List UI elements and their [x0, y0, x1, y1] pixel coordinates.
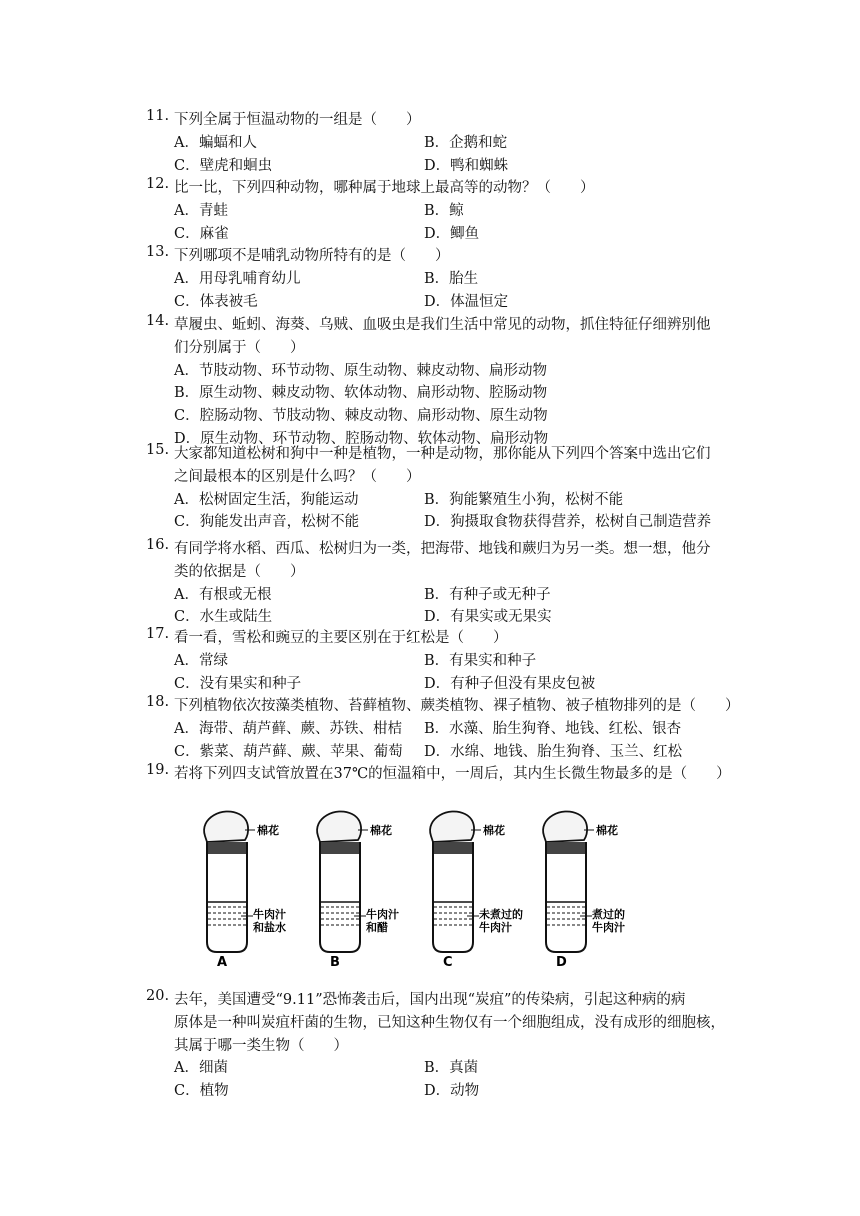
answer-option[interactable]: C．植物 — [174, 1083, 229, 1100]
answer-option[interactable]: B．企鹅和蛇 — [424, 134, 508, 151]
question-number: 17. — [146, 626, 170, 642]
question-stem: 若将下列四支试管放置在37℃的恒温箱中，一周后，其内生长微生物最多的是（ ） — [174, 766, 731, 782]
test-tube-b — [317, 811, 399, 966]
tube-letter: D — [556, 955, 567, 966]
question-number: 18. — [146, 694, 170, 710]
cotton-shadow — [433, 842, 473, 854]
answer-option[interactable]: C．狗能发出声音，松树不能 — [174, 514, 360, 531]
answer-option[interactable]: B．真菌 — [424, 1060, 479, 1077]
question-number: 13. — [146, 244, 170, 260]
answer-option[interactable]: D．体温恒定 — [424, 293, 509, 310]
answer-option[interactable]: C．麻雀 — [174, 225, 229, 242]
question-stem: 之间最根本的区别是什么吗？（ ） — [174, 468, 421, 485]
answer-option[interactable]: D．动物 — [424, 1083, 480, 1100]
answer-option[interactable]: A．蝙蝠和人 — [174, 134, 257, 151]
answer-option[interactable]: C．没有果实和种子 — [174, 675, 302, 692]
question-stem: 看一看，雪松和豌豆的主要区别在于红松是（ ） — [174, 630, 508, 646]
cotton-plug-icon — [204, 811, 248, 842]
tube-outline — [546, 842, 586, 952]
answer-option[interactable]: D．原生动物、环节动物、腔肠动物、软体动物、扁形动物 — [174, 431, 549, 447]
answer-option[interactable]: D．狗摄取食物获得营养，松树自己制造营养 — [424, 514, 712, 531]
answer-option[interactable]: A．有根或无根 — [174, 586, 272, 603]
answer-option[interactable]: B．原生动物、棘皮动物、软体动物、扁形动物、腔肠动物 — [174, 385, 548, 402]
answer-option[interactable]: C．腔肠动物、节肢动物、棘皮动物、扁形动物、原生动物 — [174, 408, 548, 425]
answer-option[interactable]: C．体表被毛 — [174, 293, 258, 310]
question-number: 19. — [146, 762, 170, 778]
tube-letter: A — [217, 955, 228, 966]
test-tube-c — [430, 811, 523, 966]
content-label: 牛肉汁 — [479, 921, 512, 934]
question-stem: 类的依据是（ ） — [174, 563, 305, 580]
test-tube-a — [204, 811, 286, 966]
answer-option[interactable]: B．胎生 — [424, 270, 479, 287]
test-tube-figure — [185, 806, 645, 966]
question-number: 11. — [146, 108, 170, 124]
answer-option[interactable]: B．有果实和种子 — [424, 652, 537, 669]
answer-option[interactable]: C．水生或陆生 — [174, 609, 273, 626]
answer-option[interactable]: D．有果实或无果实 — [424, 609, 552, 626]
tube-outline — [320, 842, 360, 952]
answer-option[interactable]: A．海带、葫芦藓、蕨、苏铁、柑桔 — [174, 720, 402, 737]
content-label: 牛肉汁 — [253, 908, 286, 921]
cotton-shadow — [207, 842, 247, 854]
cotton-label: 棉花 — [596, 824, 618, 837]
answer-option[interactable]: C．壁虎和蛔虫 — [174, 157, 273, 174]
question-number: 15. — [146, 442, 170, 458]
cotton-shadow — [320, 842, 360, 854]
answer-option[interactable]: A．用母乳哺育幼儿 — [174, 270, 301, 287]
cotton-plug-icon — [317, 811, 361, 842]
tube-letter: B — [330, 955, 340, 966]
answer-option[interactable]: B．狗能繁殖生小狗，松树不能 — [424, 491, 624, 508]
answer-option[interactable]: B．鲸 — [424, 202, 464, 219]
answer-option[interactable]: D．鸭和蜘蛛 — [424, 157, 509, 174]
question-stem: 下列植物依次按藻类植物、苔藓植物、蕨类植物、裸子植物、被子植物排列的是（ ） — [174, 698, 740, 714]
content-label: 和盐水 — [253, 921, 286, 934]
cotton-label: 棉花 — [483, 824, 505, 837]
answer-option[interactable]: B．水藻、胎生狗脊、地钱、红松、银杏 — [424, 720, 682, 737]
answer-option[interactable]: A．节肢动物、环节动物、原生动物、棘皮动物、扁形动物 — [174, 362, 547, 379]
question-stem: 草履虫、蚯蚓、海葵、乌贼、血吸虫是我们生活中常见的动物，抓住特征仔细辨别他 — [174, 317, 711, 333]
content-label: 煮过的 — [592, 908, 625, 921]
answer-option[interactable]: A．常绿 — [174, 652, 228, 669]
question-stem: 其属于哪一类生物（ ） — [174, 1037, 348, 1054]
answer-option[interactable]: A．松树固定生活，狗能运动 — [174, 491, 359, 508]
question-stem: 下列哪项不是哺乳动物所特有的是（ ） — [174, 248, 450, 264]
tube-letter: C — [443, 955, 453, 966]
answer-option[interactable]: C．紫菜、葫芦藓、蕨、苹果、葡萄 — [174, 743, 403, 760]
answer-option[interactable]: D．水绵、地钱、胎生狗脊、玉兰、红松 — [424, 743, 683, 760]
question-stem: 有同学将水稻、西瓜、松树归为一类，把海带、地钱和蕨归为另一类。想一想，他分 — [174, 541, 711, 557]
question-number: 12. — [146, 176, 170, 192]
cotton-label: 棉花 — [257, 824, 279, 837]
question-number: 16. — [146, 537, 170, 553]
question-stem: 大家都知道松树和狗中一种是植物，一种是动物，那你能从下列四个答案中选出它们 — [174, 446, 711, 462]
content-label: 和醋 — [366, 921, 388, 934]
answer-option[interactable]: A．细菌 — [174, 1060, 228, 1077]
content-label: 牛肉汁 — [366, 908, 399, 921]
question-stem: 们分别属于（ ） — [174, 339, 305, 356]
question-number: 14. — [146, 313, 170, 329]
cotton-plug-icon — [430, 811, 474, 842]
test-tube-d — [543, 811, 625, 966]
question-stem: 去年，美国遭受“9.11”恐怖袭击后，国内出现“炭疽”的传染病，引起这种病的病 — [174, 992, 686, 1008]
question-stem: 比一比，下列四种动物，哪种属于地球上最高等的动物？（ ） — [174, 180, 595, 196]
question-stem: 原体是一种叫炭疽杆菌的生物，已知这种生物仅有一个细胞组成，没有成形的细胞核， — [174, 1014, 725, 1031]
question-number: 20. — [146, 988, 170, 1004]
answer-option[interactable]: D．有种子但没有果皮包被 — [424, 675, 596, 692]
tube-outline — [207, 842, 247, 952]
tube-outline — [433, 842, 473, 952]
cotton-plug-icon — [543, 811, 587, 842]
cotton-shadow — [546, 842, 586, 854]
answer-option[interactable]: D．鲫鱼 — [424, 225, 480, 242]
answer-option[interactable]: A．青蛙 — [174, 202, 228, 219]
answer-option[interactable]: B．有种子或无种子 — [424, 586, 551, 603]
question-stem: 下列全属于恒温动物的一组是（ ） — [174, 112, 421, 128]
cotton-label: 棉花 — [370, 824, 392, 837]
content-label: 牛肉汁 — [592, 921, 625, 934]
content-label: 未煮过的 — [479, 908, 523, 921]
